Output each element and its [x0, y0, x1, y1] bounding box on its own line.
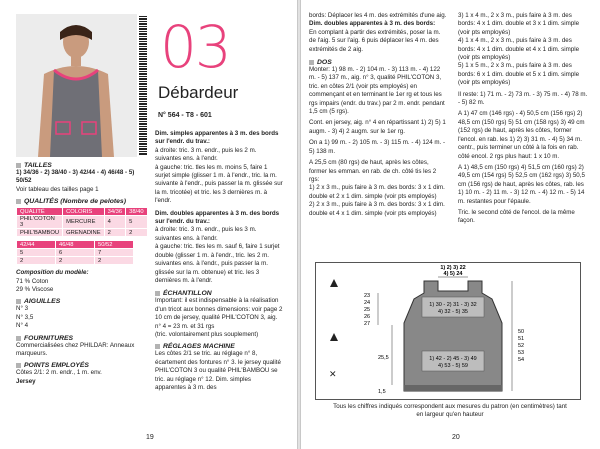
table-cell: 2	[17, 257, 56, 265]
bullet-icon	[155, 344, 160, 349]
dimension-label: 50	[518, 329, 525, 335]
table-cell: 2	[56, 257, 95, 265]
table-header: 34/36	[104, 208, 126, 216]
echantillon-text: 10 cm de jersey, qualité PHIL'COTON 3, aig. n° 4 = 23 m. et 31 rgs	[155, 314, 278, 330]
triangle-icon	[330, 333, 338, 341]
dos-text: 1) 2 x 3 m., puis faire à 3 m. des bords: 3 x 1 dim. double et 2 x 1 dim. simple (voir pts employés)	[309, 184, 445, 200]
echantillon-heading: ÉCHANTILLON	[155, 290, 283, 297]
dos-text: A 25,5 cm (80 rgs) de haut, après les côtes, former les emman. en rab. de ch. côté tis les 2 rgs:	[309, 159, 437, 183]
dos-heading: DOS	[309, 59, 447, 66]
left-column-1	[16, 162, 144, 386]
table-cell: MERCURE	[63, 216, 104, 229]
table-header: 46/48	[56, 241, 95, 249]
right-column-2	[458, 12, 590, 226]
dimension-label: 24	[364, 300, 371, 306]
table-cell: 5	[17, 249, 56, 257]
instruction-text: à gauche: tric. tles les m. moins 5, faire 1 surjet simple (glisser 1 m. à l'endr., tric. la m. suivante à l'endr., puis passer la m. glissée sur la m. tricotée) et tric. les 3 dernières m. à l'endr.	[155, 163, 283, 205]
aiguilles-heading: AIGUILLES	[16, 298, 141, 305]
instruction-text: En complant à partir des extrémités, poser la m. de l'aig. 5 sur l'aig. 6 puis déplacer les 4 m. des extrémités de 2 aig.	[309, 28, 441, 53]
dimension-label: 1) 2) 3) 22	[440, 265, 466, 271]
dimension-label: 1) 42 - 2) 45 - 3) 49	[429, 356, 477, 362]
pattern-title: Débardeur	[158, 83, 239, 102]
bullet-icon	[16, 299, 21, 304]
instruction-text: 4) 1 x 4 m., 2 x 3 m., puis faire à 3 m. des bords: 4 x 1 dim. double et 4 x 1 dim. simple (voir pts employés)	[458, 37, 580, 62]
dimension-label: 25,5	[378, 355, 389, 361]
dimension-label: 54	[518, 357, 525, 363]
echantillon-text: (tric. volontairement plus souplement)	[155, 330, 259, 338]
dimension-label: 4) 53 - 5) 59	[438, 363, 468, 369]
tailles-text: 1) 34/36 - 2) 38/40 - 3) 42/44 - 4) 46/48 - 5) 50/52	[16, 169, 135, 185]
echantillon-text: Important: il est indispensable à la réalisation d'un tricot aux bonnes dimensions: voir page 2	[155, 297, 283, 313]
dimension-label: 26	[364, 314, 371, 320]
needle-size: N° 3,5	[16, 313, 34, 321]
table-header: 42/44	[17, 241, 56, 249]
tailles-heading: TAILLES	[16, 162, 141, 169]
bullet-icon	[16, 199, 21, 204]
dimension-label: 52	[518, 343, 525, 349]
instruction-text: Il reste: 1) 71 m. - 2) 73 m. - 3) 75 m. - 4) 78 m. - 5) 82 m.	[458, 90, 588, 107]
dim-doubles-heading: Dim. doubles apparentes à 3 m. des bords sur l'endr. du trav.:	[155, 209, 280, 226]
bullet-icon	[16, 163, 21, 168]
qualities-table	[16, 207, 148, 237]
dimension-label: 4) 32 - 5) 35	[438, 309, 468, 315]
dimension-label: 1,5	[378, 389, 386, 395]
table-header: COLORIS	[63, 208, 104, 216]
dos-text: Monter: 1) 98 m. - 2) 104 m. - 3) 113 m. - 4) 122 m. - 5) 137 m., aig. n° 3, qualité PHIL'COTON 3, tric. en côtes 2/1 (voir pts employés) en commençant et en terminant le 1er rg et tous les rgs impairs (endr. du trav.) par 2 m. endr. pendant 1,5 cm (5 rgs).	[309, 66, 445, 116]
table-header: QUALITÉ	[17, 208, 63, 216]
fournitures-text: Commercialisées chez PHILDAR: Anneaux marqueurs.	[16, 341, 135, 358]
dos-text: 2) 2 x 3 m., puis faire à 3 m. des bords: 3 x 1 dim. double et 4 x 1 dim. simple (voir pts employés)	[309, 201, 445, 217]
dim-simples-heading: Dim. simples apparentes à 3 m. des bords sur l'endr. du trav.:	[155, 130, 279, 146]
table-cell: 5	[126, 216, 148, 229]
instruction-text: à droite: tric. 3 m. endr., puis les 3 m. suivantes ens. à l'endr.	[155, 226, 257, 242]
table-header: 38/40	[126, 208, 148, 216]
model-photo	[16, 14, 137, 157]
table-cell: PHIL'BAMBOU	[17, 229, 63, 237]
instruction-text: Tric. le second côté de l'encol. de la même façon.	[458, 208, 575, 225]
table-cell: 4	[104, 216, 126, 229]
table-cell: GRENADINE	[63, 229, 104, 237]
reglages-text: Les côtes 2/1 se tric. au réglage n° 8, écartement des fontures n° 3. le jersey qualité PHIL'COTON 3 ou qualité PHIL'BAMBOU se tric. au réglage n° 12. Dim. simples apparentes à 3 m. des	[155, 350, 281, 391]
table-header: 50/52	[95, 241, 134, 249]
pattern-schematic	[315, 262, 581, 400]
bullet-icon	[309, 60, 314, 65]
pattern-number: 03	[160, 13, 230, 81]
needle-size: N° 4	[16, 322, 29, 330]
table-cell: 2	[126, 229, 148, 237]
triangle-icon	[330, 279, 338, 287]
qualities-table-2	[16, 240, 134, 265]
table-cell: 2	[104, 229, 126, 237]
left-column-2	[155, 130, 283, 392]
dimension-label: 23	[364, 293, 371, 299]
reglages-heading: RÉGLAGES MACHINE	[155, 343, 283, 350]
dimension-label: 4) 5) 24	[443, 271, 463, 277]
instruction-text: à gauche: tric. tles les m. sauf 6, faire 1 surjet double (glisser 1 m. à l'endr., tric. les 2 m. suivantes ens. à l'endr., puis passer la m. glissée sur la m. obtenue) et tric. les 3 dernières m. à l'endr.	[155, 243, 280, 284]
table-cell: PHIL'COTON 3	[17, 216, 63, 229]
dim-doubles-heading: Dim. doubles apparentes à 3 m. des bords:	[309, 20, 436, 28]
dimension-label: 51	[518, 336, 525, 342]
dimension-label: 27	[364, 321, 371, 327]
jersey-text: Jersey	[16, 377, 36, 385]
table-cell: 6	[56, 249, 95, 257]
right-column-1	[309, 12, 447, 218]
instruction-text: 3) 1 x 4 m., 2 x 3 m., puis faire à 3 m. des bords: 4 x 1 dim. double et 3 x 1 dim. simple (voir pts employés)	[458, 12, 580, 36]
table-cell: 2	[95, 257, 134, 265]
dimension-label: 1) 30 - 2) 31 - 3) 32	[429, 302, 477, 308]
points-heading: POINTS EMPLOYÉS	[16, 362, 141, 369]
bullet-icon	[16, 336, 21, 341]
pattern-reference: N° 564 - T8 - 601	[158, 112, 212, 119]
schematic-caption: Tous les chiffres indiqués correspondent aux mesures du patron (en centimètres) tant en largeur qu'en hauteur	[333, 403, 567, 418]
instruction-text: 5) 1 x 5 m., 2 x 3 m., puis faire à 3 m. des bords: 6 x 1 dim. double et 5 x 1 dim. simple (voir pts employés)	[458, 62, 580, 87]
ribbing	[404, 385, 502, 391]
bullet-icon	[155, 291, 160, 296]
tailles-note: Voir tableau des tailles page 1	[16, 185, 99, 193]
composition-line: 29 % Viscose	[16, 286, 54, 294]
dimension-label: 53	[518, 350, 525, 356]
qualites-heading: QUALITÉS (Nombre de pelotes)	[16, 198, 141, 205]
instruction-text: A 1) 47 cm (146 rgs) - 4) 50,5 cm (156 rgs) 2) 48,5 cm (150 rgs) 5) 51 cm (158 rgs) 3) 49 cm (152 rgs) de haut, après les côtes, former l'encol. en rab. les 1) 2) 3) 31 m. - 4) 5) 34 m. centr., puis terminer un côté à la fois en rab. côté encol. 2 rgs plus haut: 1 x 10 m.	[458, 110, 585, 160]
fournitures-heading: FOURNITURES	[16, 335, 141, 342]
bullet-icon	[16, 363, 21, 368]
page-number-right: 20	[452, 434, 460, 441]
needle-size: N° 3	[16, 305, 29, 313]
dos-text: On a 1) 99 m. - 2) 105 m. - 3) 115 m. - 4) 124 m. - 5) 138 m.	[309, 139, 446, 155]
cotes-text: Côtes 2/1: 2 m. endr., 1 m. env.	[16, 369, 102, 377]
barcode	[139, 16, 147, 156]
table-cell: 7	[95, 249, 134, 257]
composition-line: 71 % Coton	[16, 277, 49, 285]
page-number-left: 19	[146, 434, 154, 441]
dimension-label: 25	[364, 307, 371, 313]
composition-heading: Composition du modèle:	[16, 269, 89, 277]
dos-text: Cont. en jersey, aig. n° 4 en répartissant 1) 2) 5) 1 augm. - 3) 4) 2 augm. sur le 1er rg.	[309, 119, 446, 135]
instruction-text: bords: Déplacer les 4 m. des extrémités d'une aig.	[309, 12, 447, 19]
instruction-text: A 1) 48,5 cm (150 rgs) 4) 51,5 cm (160 rgs) 2) 49,5 cm (154 rgs) 5) 52,5 cm (162 rgs) 3) 50,5 cm (156 rgs) de haut, après les côtes, rab. les 1) 10 m. - 2) 11 m. - 3) 12 m. - 4) 12 m. - 5) 14 m. restantes pour l'épaule.	[458, 163, 585, 205]
cross-icon: ✕	[329, 369, 337, 379]
instruction-text: à droite: tric. 3 m. endr., puis les 2 m. suivantes ens. à l'endr.	[155, 146, 257, 163]
